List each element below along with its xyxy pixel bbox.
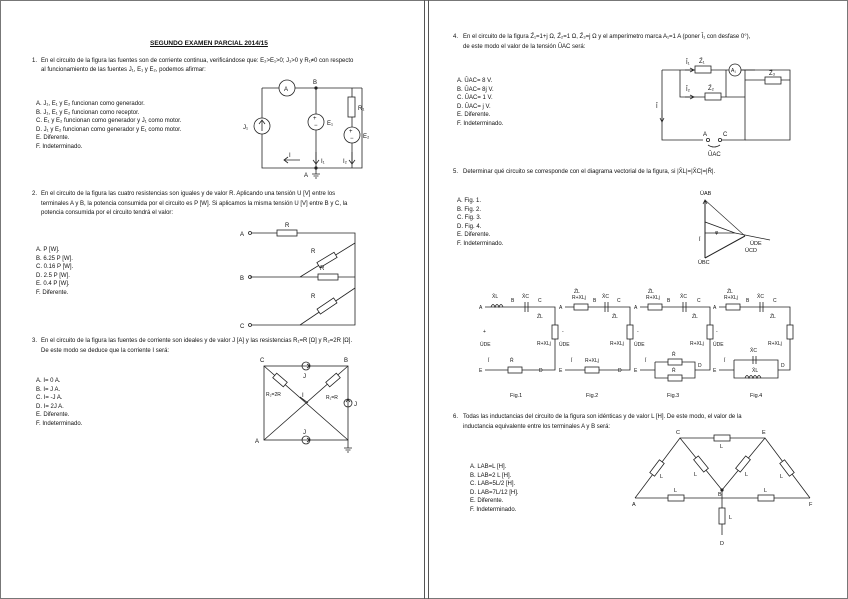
q4-option-d[interactable]: D. ŪAC= j V.: [457, 103, 491, 110]
q1-text-line1: En el circuito de la figura las fuentes son de corriente continua, verificándose que: E₂>E₁>0; J₁>0 y R₁≠0 con respecto: [41, 58, 354, 64]
q4-impedance-z2: [705, 93, 721, 100]
svg-text:Z̄L: Z̄L: [648, 289, 654, 295]
q5-option-f[interactable]: F. Indeterminado.: [457, 240, 504, 247]
svg-text:Ī: Ī: [699, 237, 701, 243]
svg-text:D: D: [781, 363, 785, 369]
svg-text:Z̄L: Z̄L: [574, 289, 580, 295]
q6-option-a[interactable]: A. LAB=L [H].: [470, 464, 507, 470]
q4-text-line2: de este modo el valor de la tensión ŪAC será:: [463, 44, 586, 50]
svg-text:Ī: Ī: [656, 104, 658, 110]
q5-option-c[interactable]: C. Fig. 3.: [457, 215, 482, 222]
q3-node-a: A: [255, 439, 260, 445]
q1-label-e2: E₂: [363, 134, 370, 140]
svg-text:+: +: [313, 116, 317, 122]
svg-text:A: A: [634, 305, 638, 311]
svg-text:Z̄L: Z̄L: [727, 289, 733, 295]
svg-text:ŪBC: ŪBC: [698, 260, 710, 266]
q6-option-f[interactable]: F. Indeterminado.: [470, 506, 517, 513]
q2-circuit: [240, 223, 355, 330]
svg-text:R+XLj: R+XLj: [768, 341, 782, 347]
q2-text-line3: potencia consumida por el circuito tendrá el valor:: [41, 210, 174, 216]
exam-title: SEGUNDO EXAMEN PARCIAL 2014/15: [150, 40, 268, 47]
svg-text:E: E: [559, 368, 563, 374]
svg-text:X̄C: X̄C: [522, 294, 529, 300]
q2-resistor-3: [318, 274, 338, 280]
q1-option-b[interactable]: B. J₁, E₁ y E₂ funcionan como receptor.: [36, 109, 140, 116]
svg-text:E: E: [762, 430, 766, 436]
svg-text:Fig.3: Fig.3: [667, 393, 680, 399]
svg-text:Fig.2: Fig.2: [586, 393, 599, 399]
q2-option-e[interactable]: E. 0.4 P [W].: [36, 281, 70, 288]
q6-option-b[interactable]: B. LAB=2 L [H].: [470, 472, 512, 479]
svg-text:+: +: [349, 129, 353, 135]
svg-text:-: -: [637, 329, 639, 335]
svg-text:R+XLj: R+XLj: [724, 295, 738, 301]
q1-ammeter-label: A: [284, 87, 289, 93]
q2-text-line1: En el circuito de la figura las cuatro resistencias son iguales y de valor R. Aplicando una tensión U [V] entre los: [41, 191, 336, 197]
svg-text:Z̄L: Z̄L: [537, 314, 543, 320]
svg-text:D: D: [720, 541, 724, 547]
q3-node-b: B: [344, 358, 349, 364]
svg-text:E: E: [479, 368, 483, 374]
svg-text:R̄: R̄: [672, 368, 676, 374]
q6-option-e[interactable]: E. Diferente.: [470, 498, 504, 505]
svg-text:A: A: [479, 305, 483, 311]
svg-text:Z̄L: Z̄L: [770, 314, 776, 320]
svg-text:R+XLj: R+XLj: [537, 341, 551, 347]
q2-option-a[interactable]: A. P [W].: [36, 247, 60, 253]
svg-text:X̄L: X̄L: [752, 368, 759, 374]
q3-text-line1: En el circuito de la figura las fuentes de corriente son ideales y de valor J [A] y las resistencias R₁=R [Ω] y R₂=2R [Ω].: [41, 338, 353, 344]
svg-text:−: −: [350, 136, 354, 142]
q3-number: 3.: [32, 338, 38, 344]
svg-text:A: A: [713, 305, 717, 311]
q5-option-d[interactable]: D. Fig. 4.: [457, 223, 482, 230]
q1-number: 1.: [32, 58, 38, 64]
q1-label-e1: E₁: [327, 121, 334, 127]
svg-text:X̄C: X̄C: [750, 348, 757, 354]
svg-text:φ: φ: [715, 230, 719, 236]
q4-impedance-z1: [695, 66, 711, 73]
svg-text:Fig.4: Fig.4: [750, 393, 763, 399]
svg-text:C: C: [773, 298, 777, 304]
svg-text:J: J: [354, 402, 357, 408]
svg-text:ŪDE: ŪDE: [634, 342, 645, 348]
svg-text:X̄L: X̄L: [492, 294, 499, 300]
svg-text:R: R: [311, 294, 316, 300]
svg-text:L: L: [780, 474, 784, 480]
q2-node-a: A: [240, 232, 245, 238]
svg-text:Ī₁: Ī₁: [686, 60, 690, 66]
svg-text:D: D: [539, 368, 543, 374]
q5-phasor-diagram: [698, 190, 770, 266]
svg-text:ŪDE: ŪDE: [559, 342, 570, 348]
q3-circuit: [255, 358, 357, 452]
svg-text:E: E: [634, 368, 638, 374]
svg-text:R: R: [285, 223, 290, 229]
svg-text:L: L: [694, 472, 698, 478]
svg-text:R+XLj: R+XLj: [610, 341, 624, 347]
svg-text:Ī: Ī: [645, 358, 647, 364]
q1-node-b: B: [313, 80, 318, 86]
svg-text:A: A: [559, 305, 563, 311]
svg-text:B: B: [667, 298, 671, 304]
q3-resistor-r1: [326, 373, 341, 387]
svg-text:Z̄₁: Z̄₁: [699, 59, 705, 65]
q2-number: 2.: [32, 191, 38, 197]
svg-text:X̄C: X̄C: [602, 294, 609, 300]
svg-text:C: C: [538, 298, 542, 304]
q1-option-a[interactable]: A. J₁, E₁ y E₂ funcionan como generador.: [36, 101, 145, 107]
q3-option-b[interactable]: B. I= J A.: [36, 386, 61, 393]
svg-text:Z̄₂: Z̄₂: [708, 86, 714, 92]
q1-option-f[interactable]: F. Indeterminado.: [36, 143, 83, 150]
svg-text:L: L: [720, 444, 724, 450]
q1-label-i1: I₁: [321, 159, 325, 165]
q1-label-j1: J₁: [243, 125, 249, 131]
q4-text-line1: En el circuito de la figura Z̄₁=1+j Ω, Z̄₂=1 Ω, Z̄₃=j Ω y el amperímetro marca A₁=1 A (poner Ī₁ con desfase 0°),: [463, 34, 751, 40]
svg-text:R: R: [320, 266, 325, 272]
q4-option-f[interactable]: F. Indeterminado.: [457, 120, 504, 127]
q2-resistor-4: [317, 298, 337, 314]
q2-option-c[interactable]: C. 0.16 P [W].: [36, 264, 74, 271]
q4-circuit: [656, 58, 790, 158]
svg-text:Ī: Ī: [724, 358, 726, 364]
q5-circuits: [479, 288, 793, 399]
svg-text:L: L: [660, 474, 664, 480]
svg-text:I: I: [302, 393, 304, 399]
svg-text:L: L: [764, 488, 768, 494]
q3-resistor-r2: [273, 373, 288, 387]
svg-text:R+XLj: R+XLj: [690, 341, 704, 347]
q1-option-d[interactable]: D. J₁ y E₂ funcionan como generador y E₁ como motor.: [36, 126, 182, 133]
svg-text:C: C: [723, 132, 728, 138]
svg-text:Z̄L: Z̄L: [612, 314, 618, 320]
svg-text:Ī: Ī: [571, 358, 573, 364]
svg-text:ŪAC: ŪAC: [708, 152, 721, 158]
q6-text-line2: inductancia equivalente entre los terminales A y B será:: [463, 424, 611, 430]
q1-label-r1: R₁: [358, 106, 365, 112]
q4-option-c[interactable]: C. ŪAC= 1 V.: [457, 95, 493, 102]
q4-option-e[interactable]: E. Diferente.: [457, 112, 491, 119]
q6-option-d[interactable]: D. LAB=7L/12 [H].: [470, 489, 519, 496]
svg-text:A: A: [632, 502, 636, 508]
svg-text:−: −: [314, 123, 318, 129]
svg-text:ŪDE: ŪDE: [480, 342, 491, 348]
q2-option-b[interactable]: B. 6.25 P [W].: [36, 255, 73, 262]
svg-text:R: R: [311, 249, 316, 255]
q2-option-f[interactable]: F. Diferente.: [36, 289, 69, 296]
q2-resistor-1: [277, 230, 297, 236]
svg-text:C: C: [617, 298, 621, 304]
q2-node-b: B: [240, 276, 245, 282]
svg-text:X̄C: X̄C: [680, 294, 687, 300]
q3-option-c[interactable]: C. I= -J A.: [36, 395, 63, 402]
q5-text-line1: Determinar qué circuito se corresponde con el diagrama vectorial de la figura, si |X̄L|=|X̄C|=|R̄|.: [463, 169, 716, 175]
svg-text:Ī₂: Ī₂: [686, 87, 690, 93]
q6-text-line1: Todas las inductancias del circuito de la figura son idénticas y de valor L [H]. De este modo, el valor de la: [463, 414, 742, 420]
svg-text:-: -: [562, 329, 564, 335]
q5-fig2: [559, 288, 633, 399]
q1-circuit: [243, 80, 370, 179]
q4-number: 4.: [453, 34, 459, 40]
svg-text:Z̄₃: Z̄₃: [769, 71, 776, 77]
svg-text:ŪDE: ŪDE: [713, 342, 724, 348]
svg-text:ŪDE: ŪDE: [750, 241, 762, 247]
svg-text:D: D: [618, 368, 622, 374]
svg-text:L: L: [745, 472, 749, 478]
q1-resistor-r1: [348, 97, 355, 117]
q6-number: 6.: [453, 414, 459, 420]
q1-text-line2: al funcionamiento de las fuentes J₁, E₁ y E₂, podemos afirmar:: [41, 67, 206, 73]
svg-text:C: C: [676, 430, 680, 436]
q5-fig4: [713, 288, 793, 399]
svg-text:F: F: [809, 502, 813, 508]
svg-text:B: B: [746, 298, 750, 304]
q5-fig1: [479, 293, 558, 399]
svg-text:L: L: [729, 515, 733, 521]
svg-text:J: J: [303, 430, 306, 436]
svg-text:R̄: R̄: [672, 352, 676, 358]
svg-text:+: +: [483, 329, 486, 335]
svg-text:J: J: [303, 374, 306, 380]
q5-fig3: [634, 288, 713, 399]
svg-text:ŪAB: ŪAB: [700, 191, 712, 197]
q3-option-a[interactable]: A. I= 0 A.: [36, 378, 61, 384]
q5-option-b[interactable]: B. Fig. 2.: [457, 206, 482, 213]
svg-text:-: -: [716, 329, 718, 335]
svg-text:R+XLj: R+XLj: [646, 295, 660, 301]
q1-option-e[interactable]: E. Diferente.: [36, 135, 70, 142]
svg-text:B: B: [511, 298, 515, 304]
svg-text:Z̄L: Z̄L: [692, 314, 698, 320]
q3-option-d[interactable]: D. I= 2J A.: [36, 403, 64, 410]
q6-option-c[interactable]: C. LAB=5L/2 [H].: [470, 481, 516, 488]
q1-label-i2: I₂: [343, 159, 347, 165]
q3-text-line2: De este modo se deduce que la corriente I será:: [41, 348, 170, 354]
q4-impedance-z3: [765, 77, 781, 84]
svg-text:B: B: [593, 298, 597, 304]
q2-node-c: C: [240, 324, 245, 330]
q5-option-a[interactable]: A. Fig. 1.: [457, 198, 482, 204]
q5-number: 5.: [453, 169, 459, 175]
q2-option-d[interactable]: D. 2.5 P [W].: [36, 272, 70, 279]
svg-text:D: D: [698, 363, 702, 369]
q1-label-i: I: [289, 153, 291, 159]
svg-text:R̄: R̄: [510, 358, 514, 364]
q6-circuit: [632, 430, 813, 547]
svg-text:ŪCD: ŪCD: [745, 248, 757, 254]
svg-text:C: C: [697, 298, 701, 304]
q3-option-e[interactable]: E. Diferente.: [36, 412, 70, 419]
svg-text:R+XLj: R+XLj: [572, 295, 586, 301]
q1-node-a: A: [304, 173, 309, 179]
svg-text:A: A: [703, 132, 708, 138]
svg-text:X̄C: X̄C: [757, 294, 764, 300]
svg-text:L: L: [674, 488, 678, 494]
q3-node-c: C: [260, 358, 265, 364]
svg-text:R+XLj: R+XLj: [585, 358, 599, 364]
q2-text-line2: terminales A y B, la potencia consumida por el circuito es P [W]. Si aplicamos la misma tensión U [V] entre B y C, la: [41, 201, 348, 207]
svg-text:B: B: [718, 492, 722, 498]
q4-option-b[interactable]: B. ŪAC= 8j V.: [457, 86, 494, 93]
svg-text:E: E: [713, 368, 717, 374]
svg-text:Ī: Ī: [488, 358, 490, 364]
svg-text:A₁: A₁: [731, 68, 737, 74]
q5-option-e[interactable]: E. Diferente.: [457, 232, 491, 239]
svg-text:Fig.1: Fig.1: [510, 393, 523, 399]
svg-text:R₁=R: R₁=R: [326, 395, 338, 401]
q3-option-f[interactable]: F. Indeterminado.: [36, 420, 83, 427]
q4-option-a[interactable]: A. ŪAC= 8 V.: [457, 78, 493, 84]
svg-text:R₂=2R: R₂=2R: [266, 392, 281, 398]
q1-option-c[interactable]: C. E₁ y E₂ funcionan como generador y J₁ como motor.: [36, 118, 182, 125]
